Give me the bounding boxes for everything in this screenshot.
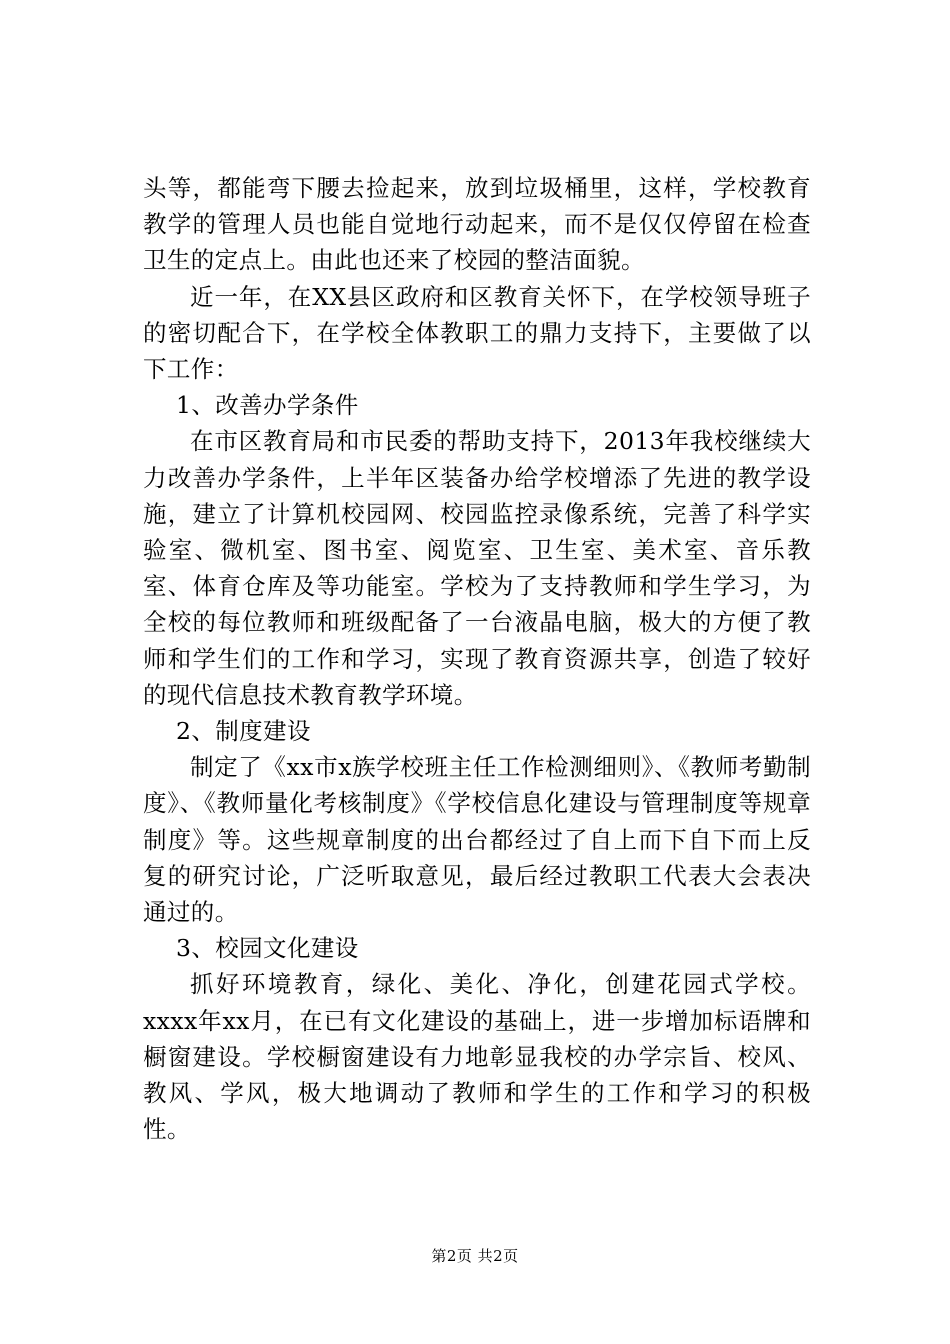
section-heading-conditions: 1、改善办学条件 [176,391,359,420]
paragraph-conditions: 在市区教育局和市民委的帮助支持下，2013年我校继续大力改善办学条件，上半年区装备办给学校增添了先进的教学设施，建立了计算机校园网、校园监控录像系统，完善了科学实验室、微机室、图书室、阅览室、卫生室、美术室、音乐教室、体育仓库及等功能室。学校为了支持教师和学生学习，为全校的每位教师和班级配备了一台液晶电脑，极大的方便了教师和学生们的工作和学习，实现了教育资源共享，创造了较好的现代信息技术教育教学环境。 [143,427,811,709]
paragraph-rules: 制定了《xx市x族学校班主任工作检测细则》、《教师考勤制度》、《教师量化考核制度》《学校信息化建设与管理制度等规章制度》等。这些规章制度的出台都经过了自上而下自下而上反复的研究讨论，广泛听取意见，最后经过教职工代表大会表决通过的。 [143,753,811,927]
section-heading-rules: 2、制度建设 [176,717,311,746]
document-body [143,170,811,1147]
section-heading-culture: 3、校园文化建设 [176,934,359,963]
paragraph-intro: 近一年，在XX县区政府和区教育关怀下，在学校领导班子的密切配合下，在学校全体教职工的鼎力支持下，主要做了以下工作： [143,282,811,384]
paragraph-continued: 头等，都能弯下腰去捡起来，放到垃圾桶里，这样，学校教育教学的管理人员也能自觉地行动起来，而不是仅仅停留在检查卫生的定点上。由此也还来了校园的整洁面貌。 [143,174,811,275]
paragraph-culture: 抓好环境教育，绿化、美化、净化，创建花园式学校。xxxx年xx月，在已有文化建设的基础上，进一步增加标语牌和橱窗建设。学校橱窗建设有力地彰显我校的办学宗旨、校风、教风、学风，极大地调动了教师和学生的工作和学习的积极性。 [143,970,811,1144]
page-footer: 第2页 共2页 [431,1247,519,1265]
